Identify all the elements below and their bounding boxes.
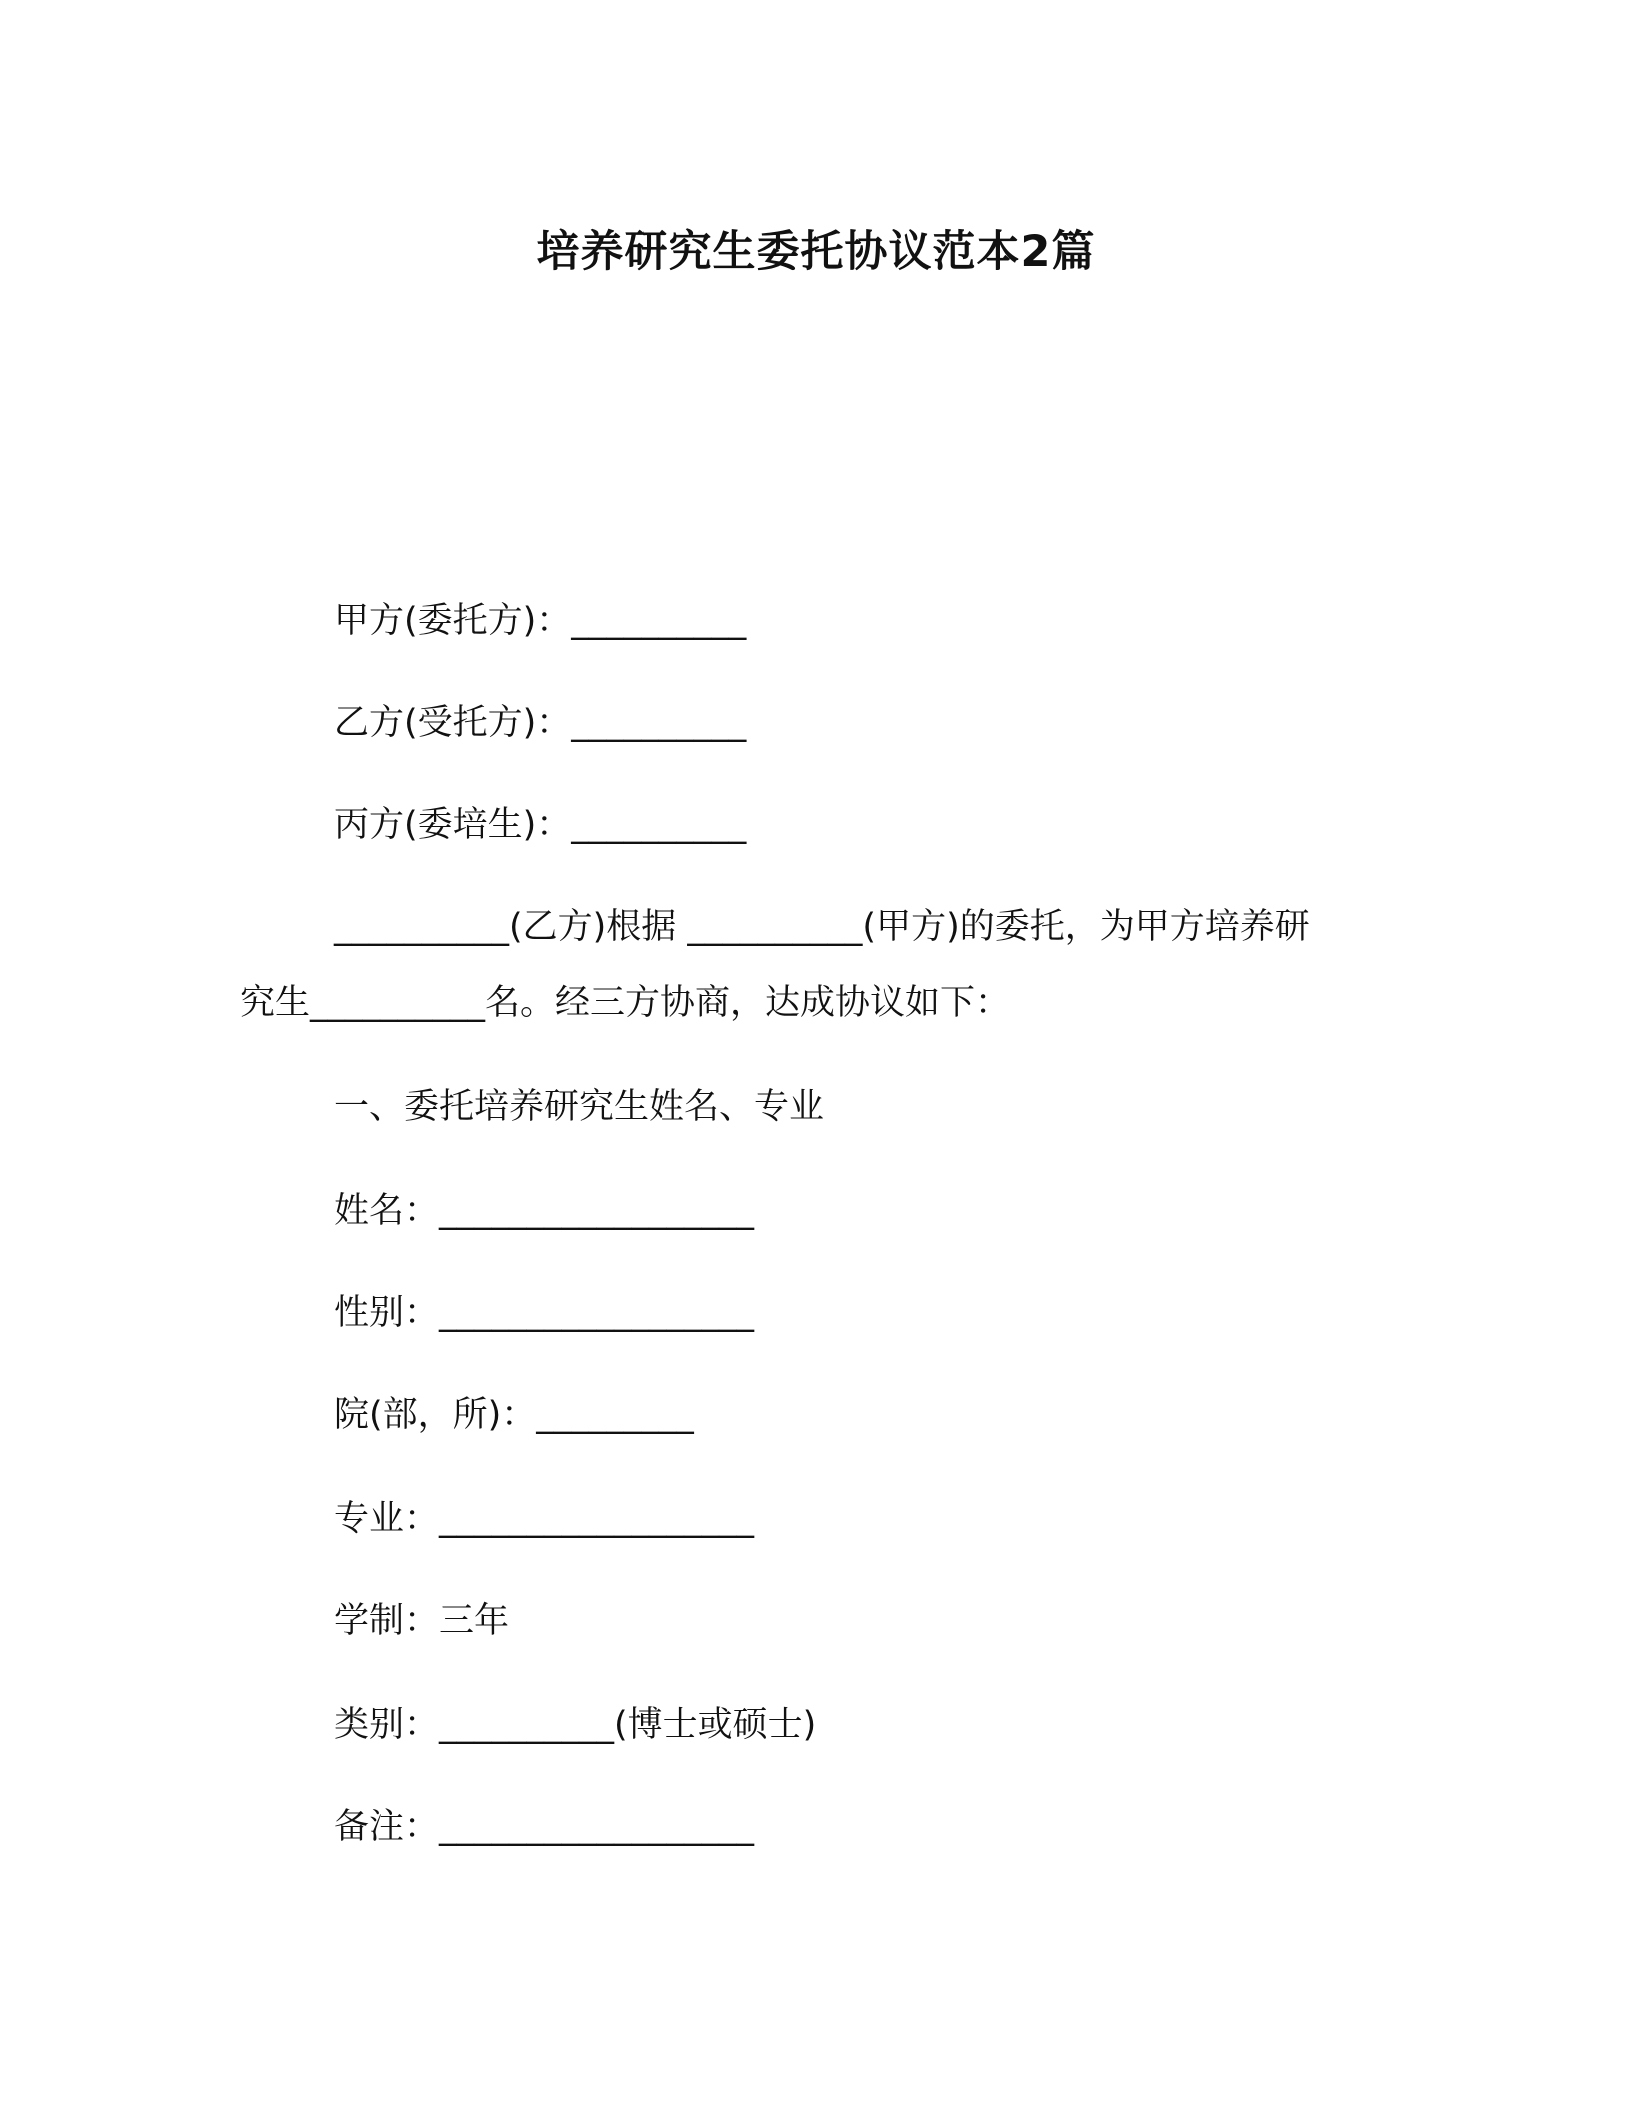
field-remarks: 备注：__________________ [334,1807,755,1847]
field-name: 姓名：__________________ [334,1191,755,1231]
section-1-heading: 一、委托培养研究生姓名、专业 [334,1087,825,1127]
party-c-line: 丙方(委培生)：__________ [334,805,747,845]
field-department: 院(部，所)：_________ [334,1395,694,1435]
field-gender: 性别：__________________ [334,1293,755,1333]
intro-paragraph-line-2: 究生__________名。经三方协商，达成协议如下： [240,983,1011,1023]
field-category: 类别：__________(博士或硕士) [334,1705,817,1745]
party-b-line: 乙方(受托方)：__________ [334,703,747,743]
party-a-line: 甲方(委托方)：__________ [334,601,747,641]
document-title: 培养研究生委托协议范本2篇 [536,227,1096,277]
field-major: 专业：__________________ [334,1499,755,1539]
intro-paragraph-line-1: __________(乙方)根据 __________(甲方)的委托，为甲方培养研 [334,907,1310,947]
field-duration: 学制：三年 [334,1601,510,1641]
